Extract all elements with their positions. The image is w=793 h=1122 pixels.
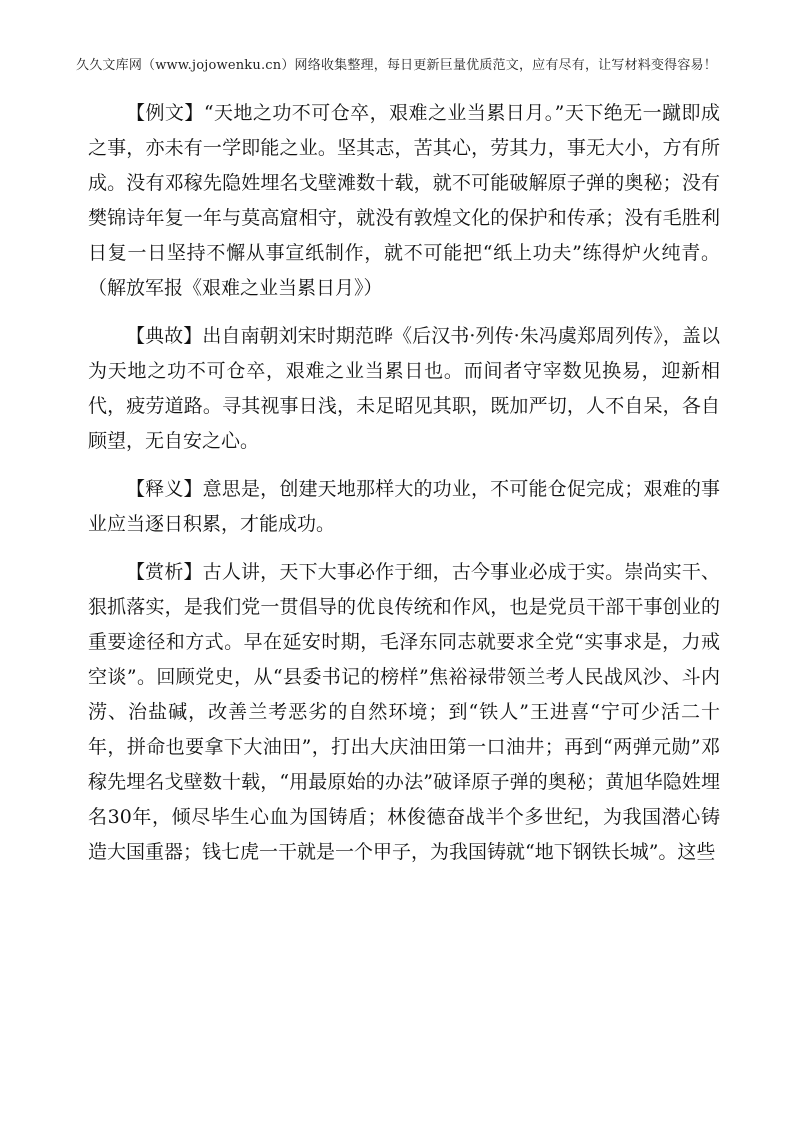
section-body: 意思是，创建天地那样大的功业，不可能仓促完成；艰难的事业应当逐日积累，才能成功。 bbox=[88, 478, 720, 535]
document-body bbox=[88, 96, 720, 883]
section-appreciation bbox=[88, 555, 720, 870]
section-tag: 【例文】 bbox=[126, 102, 204, 124]
section-tag: 【典故】 bbox=[126, 325, 203, 347]
page-header: 久久文库网（www.jojowenku.cn）网络收集整理，每日更新巨量优质范文，应有尽有，让写材料变得容易！ bbox=[76, 58, 717, 73]
section-example bbox=[88, 96, 720, 306]
section-meaning bbox=[88, 472, 720, 542]
section-body: “天地之功不可仓卒，艰难之业当累日月。”天下绝无一蹴即成之事，亦未有一学即能之业。坚其志，苦其心，劳其力，事无大小，方有所成。没有邓稼先隐姓埋名戈壁滩数十载，就不可能破解原子弹的奥秘；没有樊锦诗年复一年与莫高窟相守，就没有敦煌文化的保护和传承；没有毛胜利日复一日坚持不懈从事宣纸制作，就不可能把“纸上功夫”练得炉火纯青。（解放军报《艰难之业当累日月》） bbox=[88, 102, 720, 299]
section-tag: 【释义】 bbox=[126, 478, 203, 500]
section-body: 古人讲，天下大事必作于细，古今事业必成于实。崇尚实干、狠抓落实，是我们党一贯倡导的优良传统和作风，也是党员干部干事创业的重要途径和方式。早在延安时期，毛泽东同志就要求全党“实事求是，力戒空谈”。回顾党史，从“县委书记的榜样”焦裕禄带领兰考人民战风沙、斗内涝、治盐碱，改善兰考恶劣的自然环境；到“铁人”王进喜“宁可少活二十年，拼命也要拿下大油田”，打出大庆油田第一口油井；再到“两弹元勋”邓稼先埋名戈壁数十载，“用最原始的办法”破译原子弹的奥秘；黄旭华隐姓埋名30年，倾尽毕生心血为国铸盾；林俊德奋战半个多世纪，为我国潜心铸造大国重器；钱七虎一干就是一个甲子，为我国铸就“地下钢铁长城”。这些 bbox=[88, 561, 720, 863]
section-tag: 【赏析】 bbox=[126, 561, 203, 583]
section-allusion bbox=[88, 319, 720, 459]
section-body: 出自南朝刘宋时期范晔《后汉书·列传·朱冯虞郑周列传》，盖以为天地之功不可仓卒，艰难之业当累日也。而间者守宰数见换易，迎新相代，疲劳道路。寻其视事日浅，未足昭见其职，既加严切，人不自呆，各自顾望，无自安之心。 bbox=[88, 325, 720, 452]
